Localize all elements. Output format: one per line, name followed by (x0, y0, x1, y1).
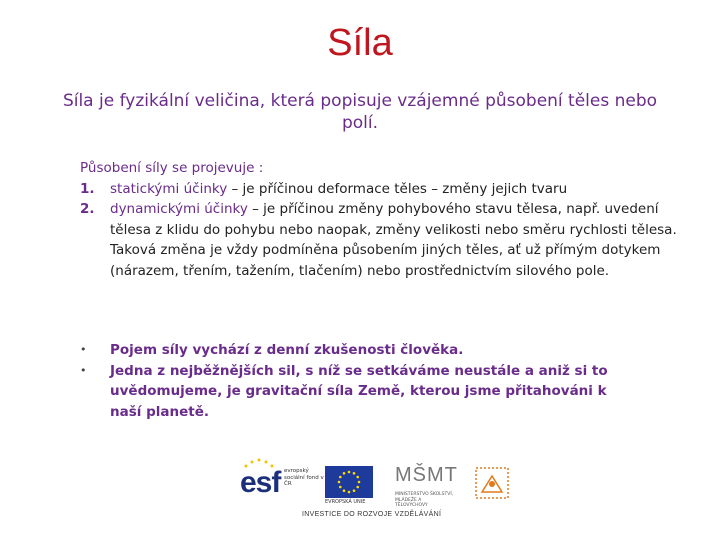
item-number: 2. (80, 201, 95, 217)
item-number: 1. (80, 180, 95, 197)
item-term: dynamickými účinky (110, 201, 248, 217)
msmt-caption: MINISTERSTVO ŠKOLSTVÍ, MLÁDEŽE A TĚLOVÝCHOVY (395, 492, 454, 508)
item-text: – je příčinou deformace těles – změny jejich tvaru (227, 180, 568, 197)
bullet-icon: • (80, 343, 87, 356)
effects-section (80, 158, 680, 281)
investment-caption: INVESTICE DO ROZVOJE VZDĚLÁVÁNÍ (302, 511, 442, 518)
list-item (80, 199, 680, 281)
list-item (80, 179, 680, 200)
item-term: statickými účinky (110, 180, 228, 197)
sponsor-logos (240, 462, 520, 520)
esf-wordmark: esf (240, 466, 281, 499)
effects-intro: Působení síly se projevuje : (80, 160, 264, 176)
definition-subtitle: Síla je fyzikální veličina, která popisuje vzájemné působení těles nebo polí. (62, 91, 658, 133)
item-text: – je příčinou změny pohybového stavu tělesa, např. uvedení tělesa z klidu do pohybu nebo naopak, změny velikosti nebo směru rychlosti tělesa. Taková změna je vždy podmíněna působením jiných těles, ať už přímým dotykem (nárazem, třením, tažením, tlačením) nebo prostřednictvím silového pole. (110, 201, 677, 279)
eu-caption: EVROPSKÁ UNIE (325, 499, 366, 505)
bullet-item (80, 340, 640, 361)
esf-logo (240, 466, 324, 506)
op-logo-icon (472, 464, 512, 502)
msmt-wordmark: MŠMT (395, 464, 458, 486)
slide-title: Síla (327, 22, 393, 64)
eu-flag-icon (325, 466, 373, 498)
bullet-list (80, 340, 640, 422)
bullet-item (80, 361, 640, 423)
bullet-icon: • (80, 363, 87, 377)
bullet-text: Pojem síly vychází z denní zkušenosti člověka. (110, 342, 464, 358)
esf-caption: evropský sociální fond v ČR (284, 468, 324, 487)
bullet-text: Jedna z nejběžnějších sil, s níž se setkáváme neustále a aniž si to uvědomujeme, je gravitační síla Země, kterou jsme přitahováni k naší planetě. (110, 362, 608, 420)
